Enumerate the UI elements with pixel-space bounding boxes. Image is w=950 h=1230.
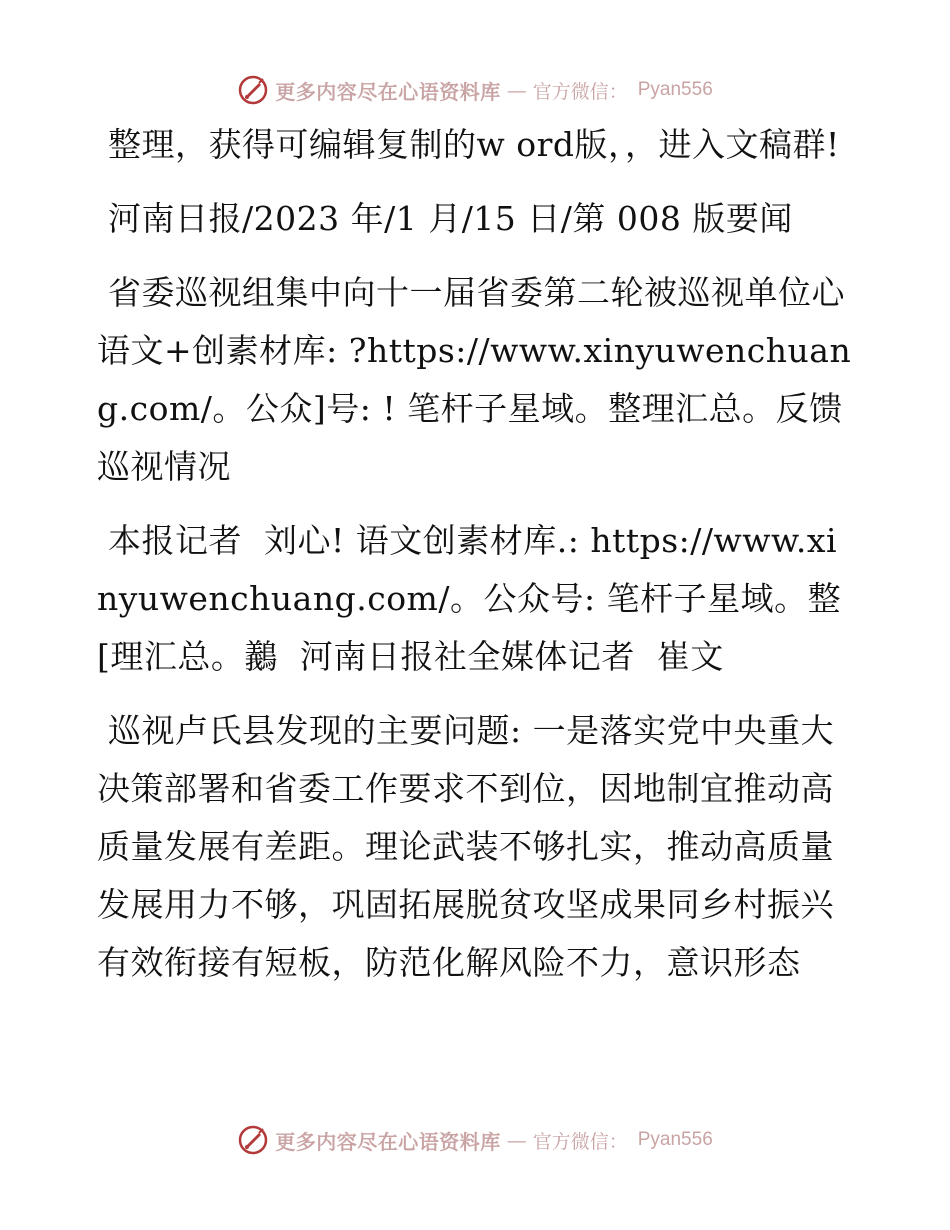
header-watermark bbox=[0, 70, 950, 110]
paragraph-intro: 整理，获得可编辑复制的w ord版，，进入文稿群! bbox=[97, 125, 840, 164]
watermark-dash: — bbox=[506, 78, 527, 102]
watermark-wechat-label: 官方微信： bbox=[532, 80, 628, 103]
paragraph-byline: 本报记者 刘心! 语文创素材库.: https://www.xinyuwenchuang.com/。公众号: 笔杆子星域。整[理汇总。䴊 河南日报社全媒体记者 崔文 bbox=[97, 521, 842, 676]
quill-seal-icon bbox=[237, 1124, 269, 1156]
watermark-title: 更多内容尽在心语资料库 bbox=[275, 79, 501, 104]
footer-watermark bbox=[0, 1120, 950, 1160]
paragraph-main-text: 巡视卢氏县发现的主要问题: 一是落实党中央重大决策部署和省委工作要求不到位，因地制宜推动高质量发展有差距。理论武装不够扎实，推动高质量发展用力不够，巩固拓展脱贫攻坚成果同乡村振兴有效衔接有短板，防范化解风险不力，意识形态 bbox=[97, 711, 835, 982]
quill-seal-icon bbox=[237, 74, 269, 106]
watermark-wechat-id: Pyan556 bbox=[637, 1129, 713, 1150]
watermark-title: 更多内容尽在心语资料库 bbox=[275, 1129, 501, 1154]
watermark-dash: — bbox=[506, 1128, 527, 1152]
watermark-wechat-id: Pyan556 bbox=[637, 79, 713, 100]
document-body bbox=[97, 116, 857, 992]
paragraph-headline: 省委巡视组集中向十一届省委第二轮被巡视单位心语文+创素材库: ?https://www.xinyuwenchuang.com/。公众]号: ! 笔杆子星域。整理汇总。反馈巡视情况 bbox=[97, 273, 852, 486]
watermark-wechat-label: 官方微信： bbox=[532, 1130, 628, 1153]
paragraph-source-line: 河南日报/2023 年/1 月/15 日/第 008 版要闻 bbox=[97, 199, 793, 238]
